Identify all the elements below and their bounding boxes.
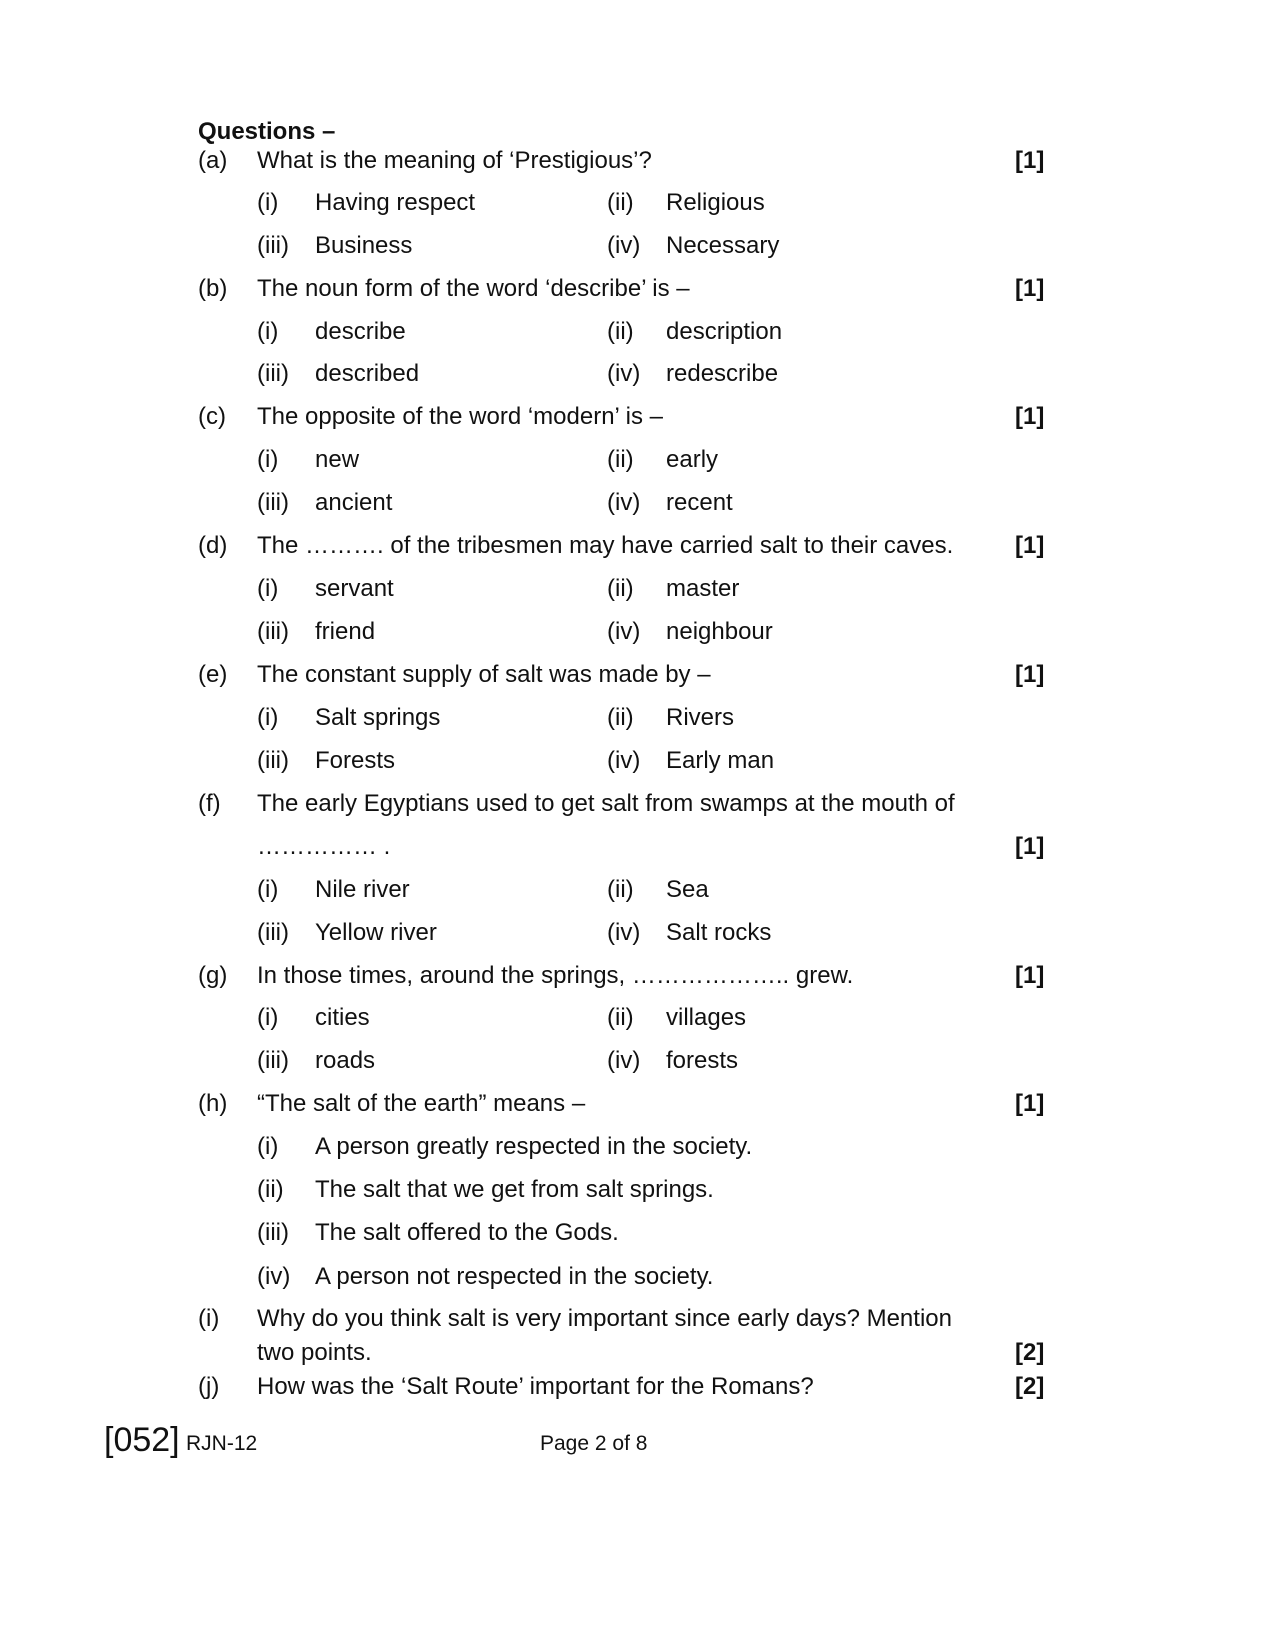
option-text: Necessary [666,232,780,259]
option-label: (iv) [607,489,641,516]
option-label: (iii) [257,1219,289,1246]
option-label: (iii) [257,360,289,387]
option-label: (i) [257,318,279,345]
option-text: master [666,575,740,602]
option-text: Having respect [315,189,476,216]
question-label: (g) [198,962,228,989]
option-label: (i) [257,189,279,216]
questions-heading: Questions – [198,118,336,145]
option-text: Salt springs [315,704,441,731]
option-label: (iii) [257,919,289,946]
question-label: (e) [198,661,228,688]
option-label: (iv) [607,360,641,387]
option-text: villages [666,1004,747,1031]
option-text: forests [666,1047,739,1074]
option-text: recent [666,489,733,516]
marks: [1] [1015,962,1045,989]
marks: [1] [1015,403,1045,430]
marks: [1] [1015,661,1045,688]
option-text: early [666,446,719,473]
option-text: A person greatly respected in the society. [315,1133,753,1160]
option-text: Rivers [666,704,735,731]
option-label: (i) [257,704,279,731]
option-text: describe [315,318,406,345]
option-text: Nile river [315,876,410,903]
option-text: description [666,318,783,345]
question-text-blank: …………… . [257,833,391,860]
option-text: Yellow river [315,919,437,946]
option-label: (iv) [607,747,641,774]
option-label: (iv) [607,232,641,259]
question-label: (i) [198,1305,220,1332]
question-label: (h) [198,1090,228,1117]
question-text: The opposite of the word ‘modern’ is – [257,403,663,430]
option-label: (i) [257,1004,279,1031]
option-text: The salt that we get from salt springs. [315,1176,714,1203]
option-label: (ii) [257,1176,284,1203]
option-label: (i) [257,876,279,903]
question-text: The noun form of the word ‘describe’ is – [257,275,690,302]
option-label: (ii) [607,704,634,731]
option-text: Early man [666,747,775,774]
option-text: A person not respected in the society. [315,1263,714,1290]
question-text-continued: two points. [257,1339,372,1366]
option-label: (iii) [257,489,289,516]
paper-subcode: RJN-12 [186,1432,258,1455]
option-label: (ii) [607,575,634,602]
option-label: (ii) [607,1004,634,1031]
option-label: (iv) [257,1263,291,1290]
option-label: (i) [257,575,279,602]
option-label: (iii) [257,618,289,645]
question-text: The ………. of the tribesmen may have carried salt to their caves. [257,532,954,559]
paper-code: [052] [104,1421,180,1459]
question-label: (b) [198,275,228,302]
option-text: cities [315,1004,370,1031]
option-label: (ii) [607,189,634,216]
marks: [1] [1015,532,1045,559]
option-text: Religious [666,189,765,216]
option-text: neighbour [666,618,773,645]
question-text: The constant supply of salt was made by – [257,661,711,688]
question-label: (c) [198,403,226,430]
question-label: (d) [198,532,228,559]
question-text: What is the meaning of ‘Prestigious’? [257,147,652,174]
question-text: The early Egyptians used to get salt from swamps at the mouth of [257,790,955,817]
option-text: ancient [315,489,393,516]
page-number: Page 2 of 8 [540,1432,648,1455]
option-label: (ii) [607,446,634,473]
option-text: Forests [315,747,396,774]
option-text: new [315,446,360,473]
marks: [1] [1015,275,1045,302]
question-text: Why do you think salt is very important since early days? Mention [257,1305,952,1332]
option-text: friend [315,618,376,645]
question-label: (a) [198,147,228,174]
option-label: (iii) [257,1047,289,1074]
option-label: (iv) [607,1047,641,1074]
option-text: roads [315,1047,376,1074]
option-text: The salt offered to the Gods. [315,1219,619,1246]
option-text: Salt rocks [666,919,772,946]
marks: [1] [1015,147,1045,174]
option-label: (iv) [607,618,641,645]
question-label: (f) [198,790,221,817]
marks: [2] [1015,1373,1045,1400]
question-text: In those times, around the springs, ……………….. grew. [257,962,854,989]
marks: [1] [1015,833,1045,860]
option-label: (iii) [257,747,289,774]
option-label: (iv) [607,919,641,946]
option-label: (ii) [607,876,634,903]
option-label: (ii) [607,318,634,345]
option-label: (i) [257,1133,279,1160]
question-text: “The salt of the earth” means – [257,1090,586,1117]
question-label: (j) [198,1373,220,1400]
option-text: Sea [666,876,709,903]
question-text: How was the ‘Salt Route’ important for the Romans? [257,1373,814,1400]
option-label: (iii) [257,232,289,259]
option-text: redescribe [666,360,779,387]
marks: [1] [1015,1090,1045,1117]
option-label: (i) [257,446,279,473]
option-text: servant [315,575,394,602]
marks: [2] [1015,1339,1045,1366]
option-text: described [315,360,420,387]
option-text: Business [315,232,413,259]
